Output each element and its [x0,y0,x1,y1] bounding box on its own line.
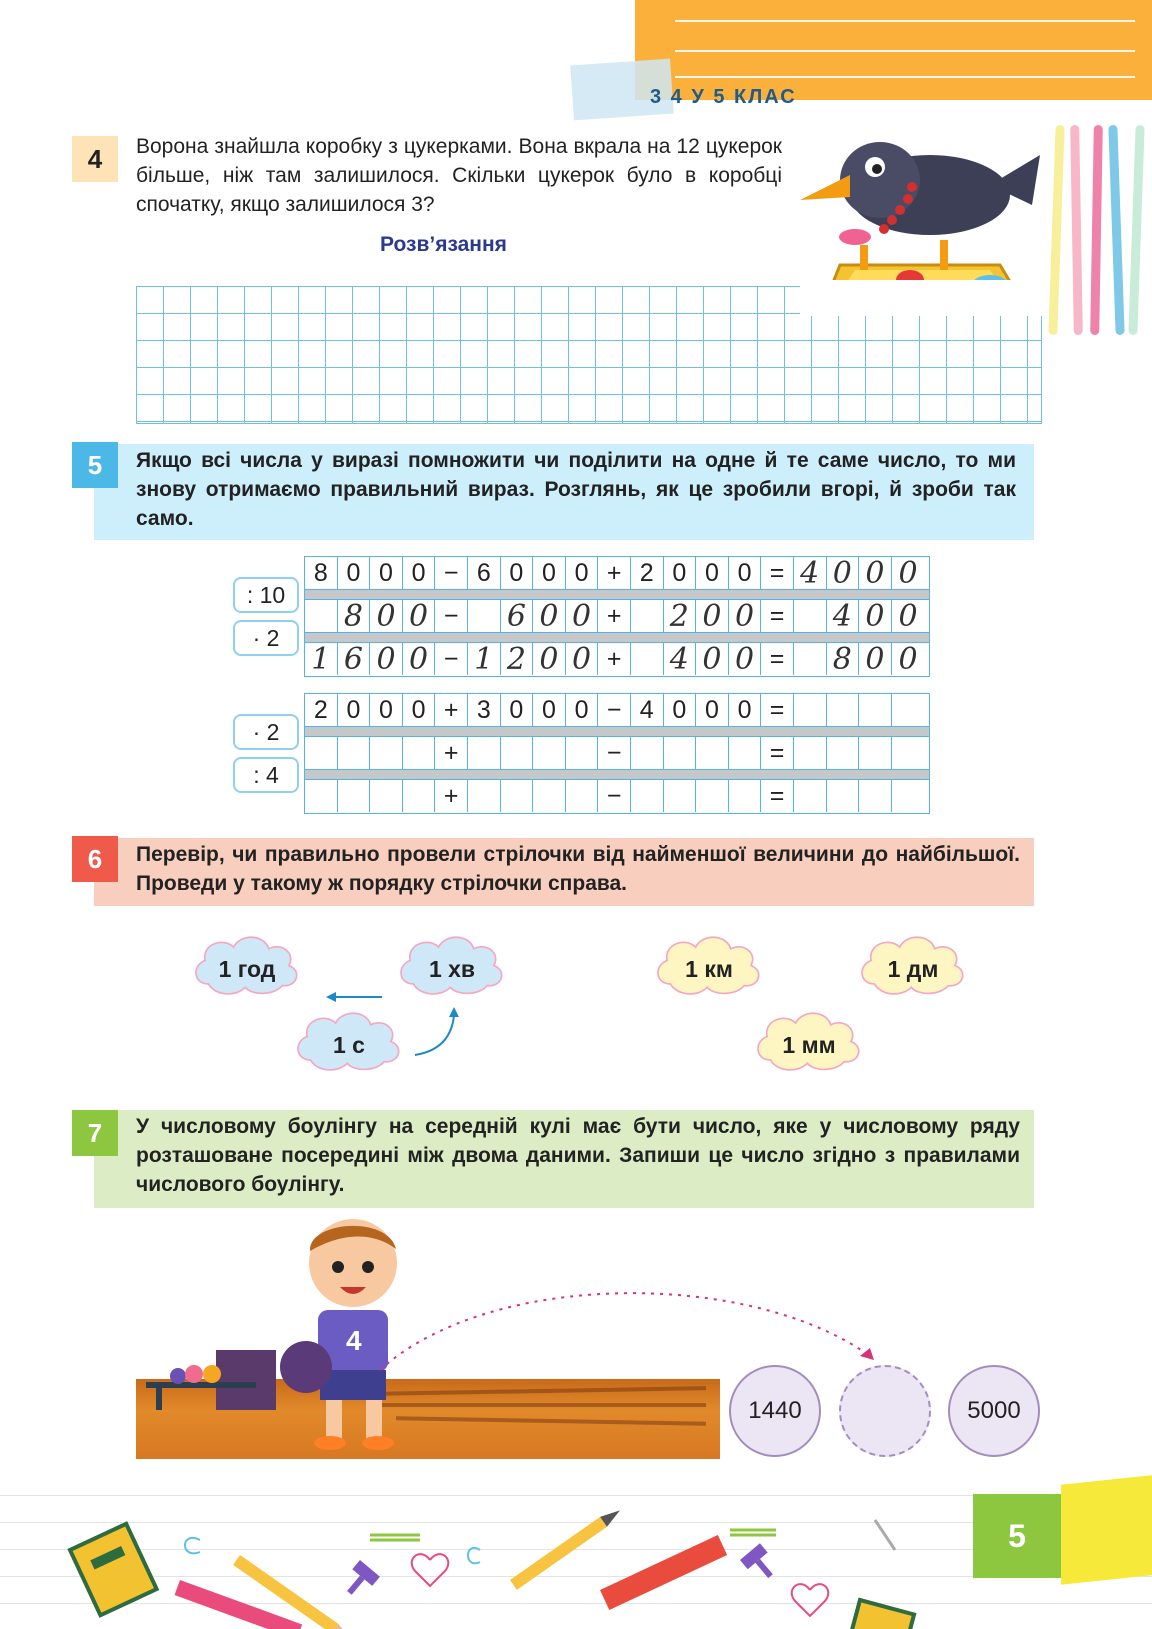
table-cell: 0 [898,598,918,634]
table-cell[interactable] [403,737,436,769]
decor-stripe [1070,125,1083,335]
table-cell: 0 [859,600,892,632]
table-cell[interactable] [827,737,860,769]
table-cell: 2 [305,694,338,726]
cloud-label: 1 км [685,955,733,982]
task-number: 5 [72,442,118,488]
table-cell[interactable] [696,737,729,769]
table-row [305,737,929,770]
table-row [305,600,929,633]
table-cell[interactable] [664,780,697,812]
table-cell: 0 [827,557,860,589]
table-cell: 0 [859,557,892,589]
table-cell: 0 [566,557,599,589]
table-cell: − [435,643,468,675]
header-line [675,20,1135,22]
operation-label: : 4 [233,757,299,793]
table-cell: = [761,737,794,769]
header-line [675,50,1135,52]
table-cell [631,643,664,675]
cloud-label: 1 дм [887,955,939,982]
operation-label: · 2 [233,714,299,750]
table-cell[interactable] [338,780,371,812]
table-cell[interactable] [305,737,338,769]
table-cell[interactable] [827,780,860,812]
table-cell[interactable] [305,780,338,812]
table-cell: 0 [403,694,436,726]
table-cell[interactable] [729,737,762,769]
operation-label: · 2 [233,620,299,656]
arrows [320,985,470,1070]
table-cell: 0 [696,694,729,726]
row-separator [305,727,929,737]
task-text: Ворона знайшла коробку з цукерками. Вона вкрала на 12 цукерок більше, ніж там залишилося. Скільки цукерок було в коробці спочатку, якщо залишилося 3? [136,135,782,216]
number-ball-middle[interactable] [839,1365,931,1457]
table-cell[interactable] [468,780,501,812]
decor-stripe [1048,125,1064,335]
cloud-label: 1 с [333,1031,365,1058]
table-cell: 0 [696,643,729,675]
table-cell: = [761,694,794,726]
table-cell: 0 [696,557,729,589]
table-cell: 0 [664,694,697,726]
table-cell[interactable] [794,694,827,726]
table-cell[interactable] [859,780,892,812]
table-cell[interactable] [892,737,925,769]
table-cell: 6 [501,600,534,632]
table-cell[interactable] [892,780,925,812]
table-row [305,694,929,727]
table-cell: + [435,694,468,726]
table-cell: 0 [403,557,436,589]
table-cell: 4 [794,557,827,589]
table-cell: 4 [827,600,860,632]
table-cell: 0 [403,600,436,632]
stationery-decor [40,1500,960,1629]
table-cell: 1 [305,643,338,675]
table-cell[interactable] [696,780,729,812]
table-cell [631,600,664,632]
table-row [305,557,929,590]
operation-label: : 10 [233,577,299,613]
table-cell[interactable] [370,780,403,812]
shirt-number: 4 [346,1325,362,1356]
table-cell: 0 [729,694,762,726]
table-cell: 0 [566,643,599,675]
cloud-label: 1 год [218,955,276,982]
table-cell: 0 [664,557,697,589]
table-cell: 4 [664,643,697,675]
table-cell[interactable] [468,737,501,769]
page-number: 5 [973,1494,1061,1578]
table-cell [794,643,827,675]
table-cell: 0 [370,600,403,632]
cloud-label: 1 хв [428,955,476,982]
cloud-dm[interactable] [856,932,970,1006]
table-cell[interactable] [892,694,925,726]
table-cell: = [761,643,794,675]
table-cell[interactable] [533,780,566,812]
table-cell[interactable] [794,780,827,812]
table-row [305,780,929,813]
header-line [675,76,1135,78]
table-cell[interactable] [501,780,534,812]
table-cell[interactable] [501,737,534,769]
table-cell: 0 [533,557,566,589]
table-cell: 2 [501,643,534,675]
table-cell: 6 [338,643,371,675]
table-cell: 0 [696,600,729,632]
exercise-table[interactable] [304,693,930,814]
table-cell: 0 [338,557,371,589]
table-cell: 3 [468,694,501,726]
solution-label: Розв’язання [380,233,507,256]
table-row [305,643,929,676]
page-corner-yellow [1061,1475,1152,1585]
table-cell[interactable] [403,780,436,812]
decor-stripe [1128,125,1144,335]
table-cell: + [435,737,468,769]
table-cell: + [598,643,631,675]
table-cell [305,600,338,632]
table-cell: 2 [631,557,664,589]
table-cell[interactable] [859,694,892,726]
table-cell[interactable] [827,694,860,726]
number-ball-right: 5000 [948,1365,1040,1457]
table-cell: 0 [533,600,566,632]
table-cell: 0 [566,694,599,726]
table-cell[interactable] [794,737,827,769]
table-cell[interactable] [566,780,599,812]
cloud-hour [190,932,304,1006]
table-cell: 0 [370,694,403,726]
cloud-label: 1 мм [782,1031,836,1058]
table-cell[interactable] [338,737,371,769]
table-cell: 0 [729,557,762,589]
table-cell: 1 [468,643,501,675]
task-number: 6 [72,836,118,882]
table-cell: 0 [370,643,403,675]
table-cell[interactable] [370,737,403,769]
table-cell: = [761,780,794,812]
table-cell: 0 [501,557,534,589]
table-cell: 0 [403,643,436,675]
table-cell: − [598,694,631,726]
example-table [304,556,930,677]
table-cell: 0 [859,643,892,675]
table-cell: − [598,737,631,769]
table-cell: = [761,600,794,632]
table-cell[interactable] [729,780,762,812]
task-number: 4 [72,136,118,182]
table-cell: 0 [338,694,371,726]
table-cell: + [598,557,631,589]
table-cell: + [435,780,468,812]
cloud-km[interactable] [652,932,766,1006]
table-cell: 0 [566,600,599,632]
table-cell: 0 [370,557,403,589]
decor-stripe [1108,125,1124,335]
table-cell: 0 [729,600,762,632]
decor-stripe [1090,125,1103,335]
table-cell [794,600,827,632]
table-cell[interactable] [664,737,697,769]
table-cell[interactable] [533,737,566,769]
table-cell: − [435,600,468,632]
table-cell: 2 [664,600,697,632]
task-text: Перевір, чи правильно провели стрілочки від найменшої величини до найбільшої. Проведи у такому ж порядку стрілочки справа. [136,843,1020,895]
table-cell[interactable] [631,780,664,812]
table-cell: − [435,557,468,589]
grid-mask [800,280,1042,316]
table-cell: 0 [533,694,566,726]
table-cell: 4 [631,694,664,726]
table-cell: 8 [338,600,371,632]
table-cell: = [761,557,794,589]
table-cell: + [598,600,631,632]
cloud-mm[interactable] [752,1008,866,1082]
task-number: 7 [72,1110,118,1156]
table-cell: 8 [305,557,338,589]
table-cell[interactable] [859,737,892,769]
table-cell [468,600,501,632]
row-separator [305,770,929,780]
number-ball-left: 1440 [729,1365,821,1457]
table-cell: 0 [501,694,534,726]
table-cell: 0 [898,555,918,591]
header-title: 3 4 У 5 КЛАС [650,86,797,108]
table-cell[interactable] [631,737,664,769]
table-cell: 0 [898,641,918,677]
table-cell: 0 [533,643,566,675]
task-text: Якщо всі числа у виразі помножити чи поділити на одне й те саме число, то ми знову отримаємо правильний вираз. Розглянь, як це зробили вгорі, й зроби так само. [136,449,1016,530]
task-text: У числовому боулінгу на середній кулі має бути число, яке у числовому ряду розташоване посередині між двома даними. Запиши це число згідно з правилами числового боулінгу. [136,1115,1020,1196]
table-cell: 0 [729,643,762,675]
table-cell: − [598,780,631,812]
throw-arc [370,1280,890,1380]
table-cell[interactable] [566,737,599,769]
table-cell: 6 [468,557,501,589]
table-cell: 8 [827,643,860,675]
